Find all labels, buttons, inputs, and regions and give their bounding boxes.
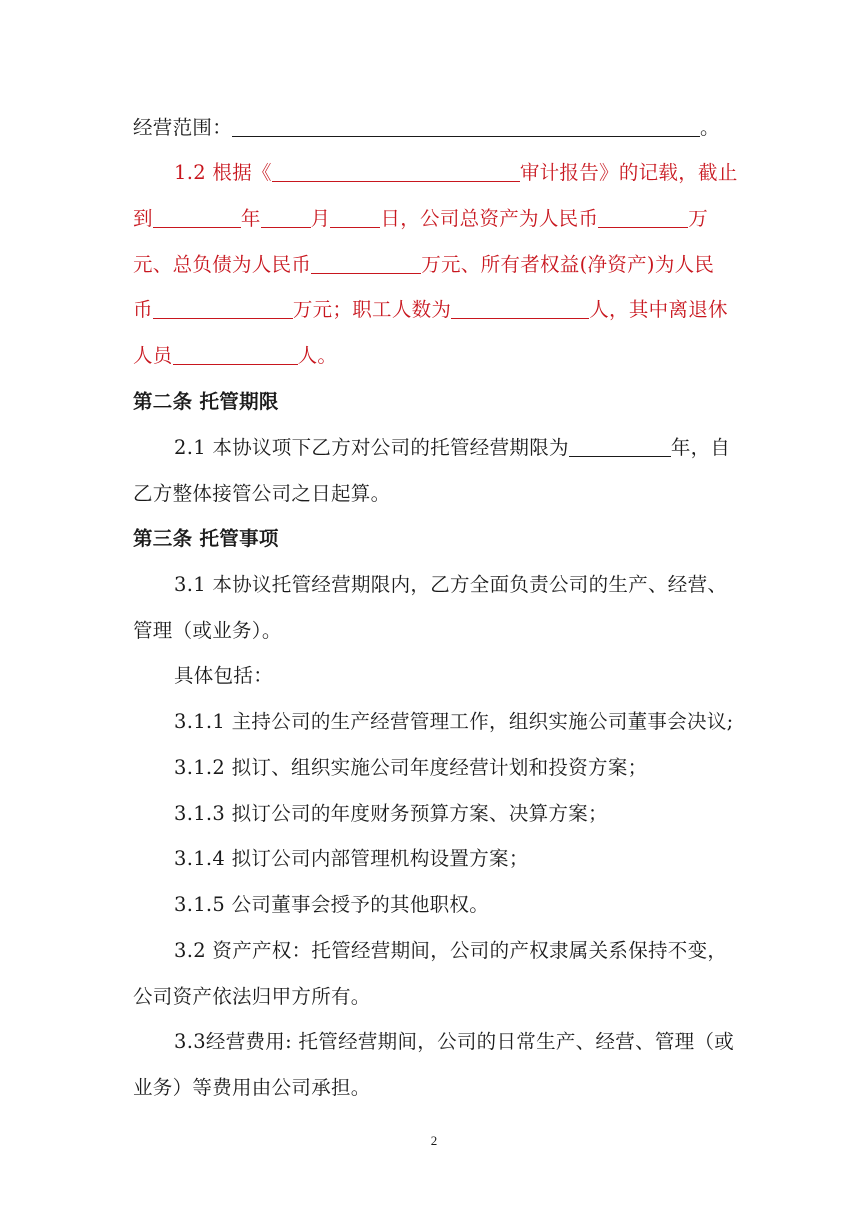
article3-para3-line-1: 3.2 资产产权：托管经营期间，公司的产权隶属关系保持不变， <box>174 939 728 962</box>
day-blank <box>330 207 380 228</box>
article3-para4-line-1: 3.3经营费用: 托管经营期间，公司的日常生产、经营、管理（或 <box>174 1030 735 1053</box>
list-item-3-1-2: 3.1.2 拟订、组织实施公司年度经营计划和投资方案； <box>174 756 648 779</box>
sec1-2-line-5: 人员 人。 <box>133 344 338 367</box>
total-liabilities-blank <box>311 253 421 274</box>
retirees-blank <box>173 344 298 365</box>
article2-para-line-1: 2.1 本协议项下乙方对公司的托管经营期限为 年，自 <box>174 436 731 459</box>
list-item-3-1-4: 3.1.4 拟订公司内部管理机构设置方案； <box>174 847 529 870</box>
article3-para1-line-1: 3.1 本协议托管经营期限内，乙方全面负责公司的生产、经营、 <box>174 573 728 596</box>
sec1-2-line-2: 到 年 月 日，公司总资产为人民币 万 <box>133 207 709 230</box>
sec1-2-line-4: 币 万元；职工人数为 人，其中离退休 <box>133 298 728 321</box>
employees-blank <box>451 298 589 319</box>
list-item-3-1-1: 3.1.1 主持公司的生产经营管理工作，组织实施公司董事会决议; <box>174 710 734 733</box>
article3-heading: 第三条 托管事项 <box>133 527 279 550</box>
article2-para-line-2: 乙方整体接管公司之日起算。 <box>133 482 391 505</box>
year-blank <box>153 207 241 228</box>
scope-label: 经营范围： <box>133 116 233 139</box>
scope-blank <box>232 116 700 137</box>
page-number: 2 <box>430 1133 438 1148</box>
list-item-3-1-3: 3.1.3 拟订公司的年度财务预算方案、决算方案； <box>174 802 608 825</box>
article3-para1-line-2: 管理（或业务）。 <box>133 619 282 642</box>
list-item-3-1-5: 3.1.5 公司董事会授予的其他职权。 <box>174 893 490 916</box>
month-blank <box>261 207 311 228</box>
article3-para2: 具体包括： <box>174 664 274 687</box>
scope-end: 。 <box>700 116 720 139</box>
scope-line <box>133 114 720 142</box>
report-name-blank <box>272 161 520 182</box>
article3-para3-line-2: 公司资产依法归甲方所有。 <box>133 985 371 1008</box>
sec1-2-line-1: 1.2 根据《 审计报告》的记载，截止 <box>174 161 738 184</box>
article2-heading: 第二条 托管期限 <box>133 390 279 413</box>
article3-para4-line-2: 业务）等费用由公司承担。 <box>133 1076 371 1099</box>
total-assets-blank <box>598 207 688 228</box>
term-years-blank <box>569 436 671 457</box>
sec1-2-line-3: 元、总负债为人民币 万元、所有者权益(净资产)为人民 <box>133 253 715 276</box>
equity-blank <box>153 298 293 319</box>
